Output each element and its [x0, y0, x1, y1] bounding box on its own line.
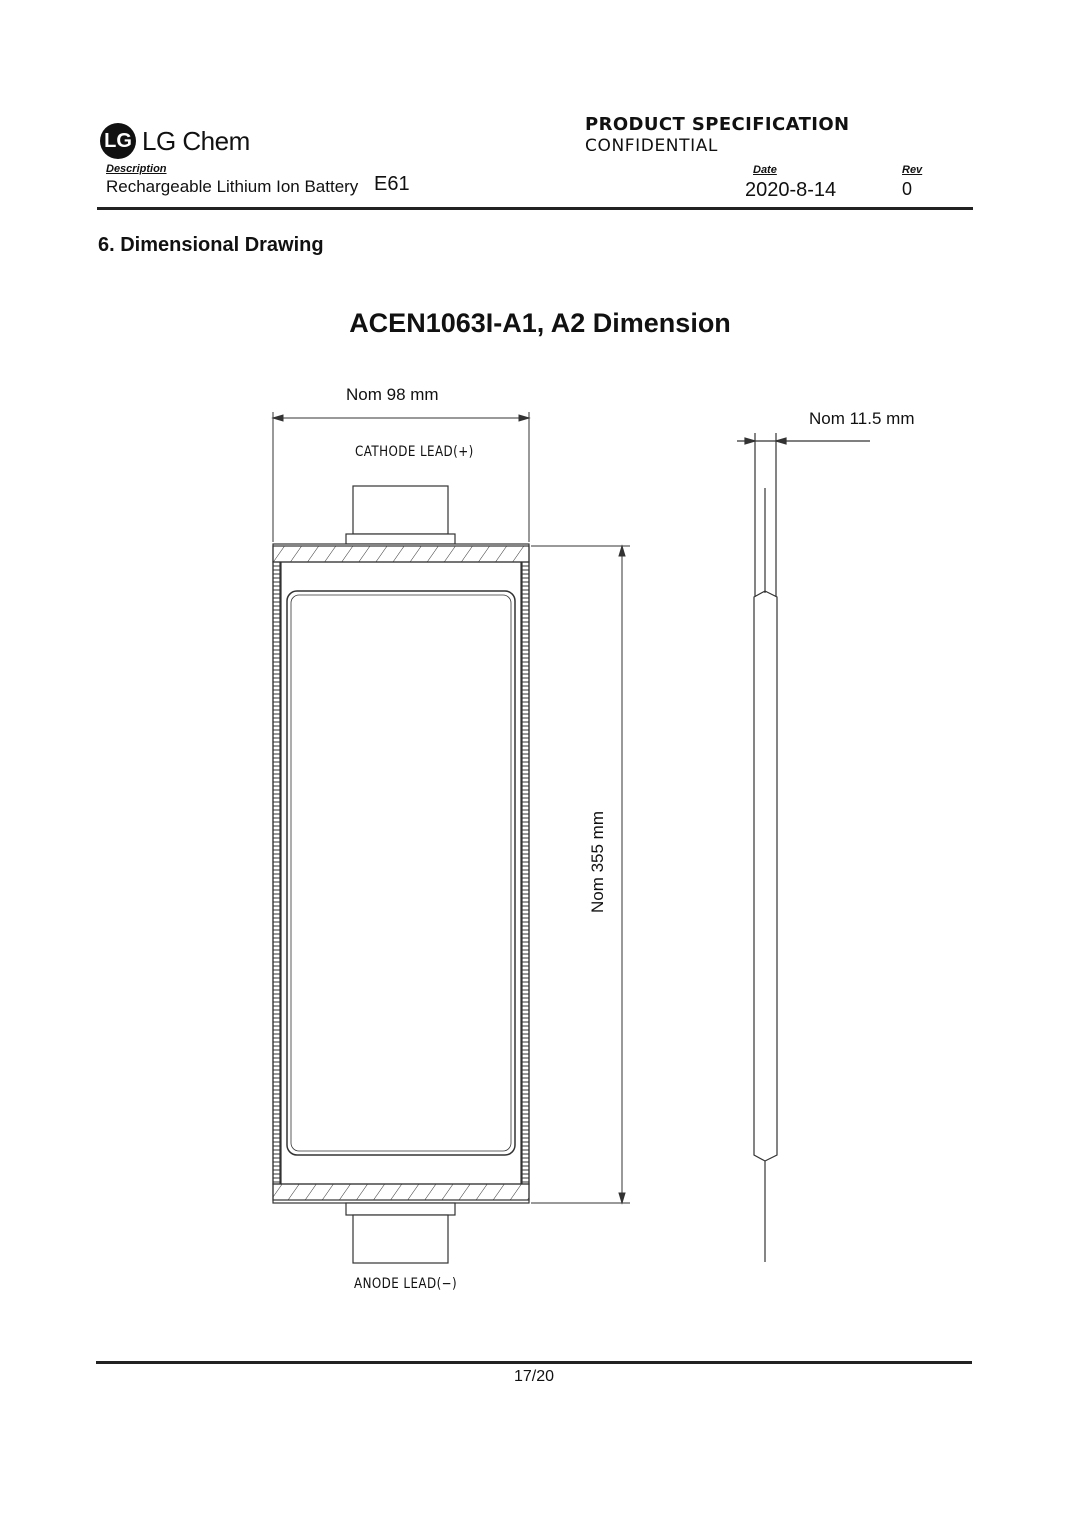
description-label: Description [106, 163, 167, 175]
company-name: LG Chem [142, 126, 250, 156]
footer-divider [96, 1361, 972, 1364]
description-value: Rechargeable Lithium Ion Battery [106, 177, 359, 196]
height-label: Nom 355 mm [588, 810, 607, 914]
side-view [737, 433, 870, 1262]
height-dimension [531, 546, 630, 1203]
section-title: 6. Dimensional Drawing [98, 234, 324, 256]
rev-label: Rev [902, 164, 923, 176]
drawing-title: ACEN1063I-A1, A2 Dimension [349, 308, 731, 338]
spec-subtitle: CONFIDENTIAL [585, 136, 719, 156]
thickness-label: Nom 11.5 mm [809, 409, 915, 428]
cathode-tab [346, 486, 455, 544]
date-label: Date [753, 164, 777, 176]
lg-logo-icon: LG [100, 123, 136, 159]
date-value: 2020-8-14 [745, 179, 837, 201]
cell-body [273, 544, 529, 1203]
description-code: E61 [374, 173, 410, 195]
width-label: Nom 98 mm [346, 385, 439, 404]
rev-value: 0 [902, 179, 913, 199]
anode-label: ANODE LEAD(−) [354, 1276, 458, 1292]
spec-title: PRODUCT SPECIFICATION [585, 114, 850, 135]
anode-tab [346, 1203, 455, 1263]
page-number: 17/20 [513, 1368, 555, 1385]
cathode-label: CATHODE LEAD(+) [355, 444, 474, 460]
